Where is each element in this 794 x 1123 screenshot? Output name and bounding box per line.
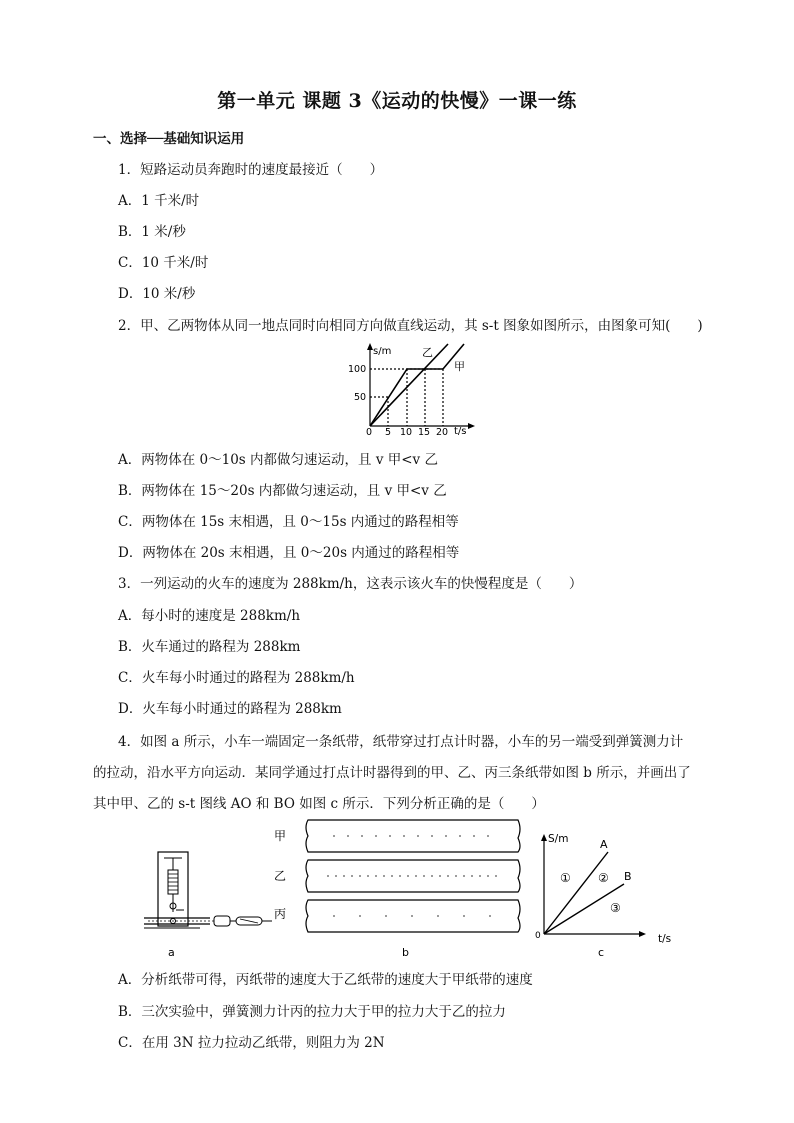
q4-c-region-3: ③ bbox=[610, 901, 621, 915]
q4-stem-line-1: 4．如图 a 所示，小车一端固定一条纸带，纸带穿过打点计时器，小车的另一端受到弹簧测力计 bbox=[118, 734, 684, 750]
q4-stem-line-2: 的拉动，沿水平方向运动．某同学通过打点计时器得到的甲、乙、丙三条纸带如图 b 所示，并画出了 bbox=[93, 765, 691, 781]
q2-x-tick-10: 10 bbox=[400, 427, 413, 436]
q2-stem: 2．甲、乙两物体从同一地点同时向相同方向做直线运动，其 s-t 图象如图所示，由图象可知( ) bbox=[118, 318, 703, 334]
q2-option-b: B．两物体在 15～20s 内都做匀速运动，且 v 甲<v 乙 bbox=[118, 483, 447, 499]
q2-y-label: s/m bbox=[373, 346, 392, 357]
q2-x-tick-20: 20 bbox=[436, 427, 449, 436]
q4-cart bbox=[214, 916, 230, 926]
q1-option-b: B．1 米/秒 bbox=[118, 224, 186, 240]
q4-tape-label-bing: 丙 bbox=[274, 907, 287, 921]
q3-option-c: C．火车每小时通过的路程为 288km/h bbox=[118, 670, 355, 686]
q3-option-a: A．每小时的速度是 288km/h bbox=[118, 608, 301, 624]
q3-option-b: B．火车通过的路程为 288km bbox=[118, 639, 301, 655]
q4-caption-c: c bbox=[598, 946, 605, 959]
q4-c-label-a: A bbox=[600, 838, 608, 851]
q4-tape-bing bbox=[306, 900, 520, 932]
q4-tape-label-jia: 甲 bbox=[274, 829, 287, 843]
section-heading: 一、选择──基础知识运用 bbox=[93, 131, 245, 147]
q4-c-x-label: t/s bbox=[658, 933, 672, 945]
q1-option-a: A．1 千米/时 bbox=[118, 193, 200, 209]
q4-caption-a: a bbox=[168, 946, 175, 959]
q2-option-a: A．两物体在 0～10s 内都做匀速运动，且 v 甲<v 乙 bbox=[118, 452, 438, 468]
q4-c-label-b: B bbox=[624, 870, 632, 883]
q2-y-tick-100: 100 bbox=[348, 364, 367, 375]
q4-caption-b: b bbox=[402, 946, 409, 959]
q2-option-d: D．两物体在 20s 末相遇，且 0～20s 内通过的路程相等 bbox=[118, 545, 460, 561]
q2-x-tick-5: 5 bbox=[385, 427, 392, 436]
q2-x-tick-0: 0 bbox=[366, 427, 373, 436]
q2-x-arrow bbox=[468, 423, 475, 429]
q2-st-graph bbox=[340, 340, 480, 436]
page-title: 第一单元 课题 3《运动的快慢》一课一练 bbox=[217, 90, 577, 112]
q4-c-y-label: S/m bbox=[548, 833, 569, 845]
q3-option-d: D．火车每小时通过的路程为 288km bbox=[118, 701, 342, 717]
q4-c-line-a bbox=[544, 852, 608, 934]
q4-option-c: C．在用 3N 拉力拉动乙纸带，则阻力为 2N bbox=[118, 1035, 385, 1051]
q1-option-c: C．10 千米/时 bbox=[118, 255, 209, 271]
q1-stem: 1．短路运动员奔跑时的速度最接近（ ） bbox=[118, 162, 384, 178]
q4-c-region-1: ① bbox=[560, 871, 571, 885]
q2-option-c: C．两物体在 15s 末相遇，且 0～15s 内通过的路程相等 bbox=[118, 514, 459, 530]
q4-option-b: B．三次实验中，弹簧测力计丙的拉力大于甲的拉力大于乙的拉力 bbox=[118, 1004, 506, 1020]
q2-x-tick-15: 15 bbox=[418, 427, 431, 436]
q2-label-jia: 甲 bbox=[454, 360, 465, 373]
q4-tape-label-yi: 乙 bbox=[274, 869, 287, 883]
q2-y-tick-50: 50 bbox=[354, 392, 367, 403]
q4-figure-b bbox=[268, 818, 528, 960]
q3-stem: 3．一列运动的火车的速度为 288km/h，这表示该火车的快慢程度是（ ） bbox=[118, 576, 583, 592]
q4-c-region-2: ② bbox=[598, 871, 609, 885]
q2-label-yi: 乙 bbox=[422, 346, 433, 359]
q4-option-a: A．分析纸带可得，丙纸带的速度大于乙纸带的速度大于甲纸带的速度 bbox=[118, 972, 533, 988]
q1-option-d: D．10 米/秒 bbox=[118, 286, 196, 302]
q4-c-origin: 0 bbox=[535, 931, 541, 941]
q4-stem-line-3: 其中甲、乙的 s-t 图线 AO 和 BO 如图 c 所示．下列分析正确的是（ ） bbox=[93, 796, 545, 812]
q4-figure-a bbox=[140, 848, 280, 960]
q2-x-label: t/s bbox=[454, 426, 467, 436]
q4-figure-c bbox=[530, 826, 680, 960]
